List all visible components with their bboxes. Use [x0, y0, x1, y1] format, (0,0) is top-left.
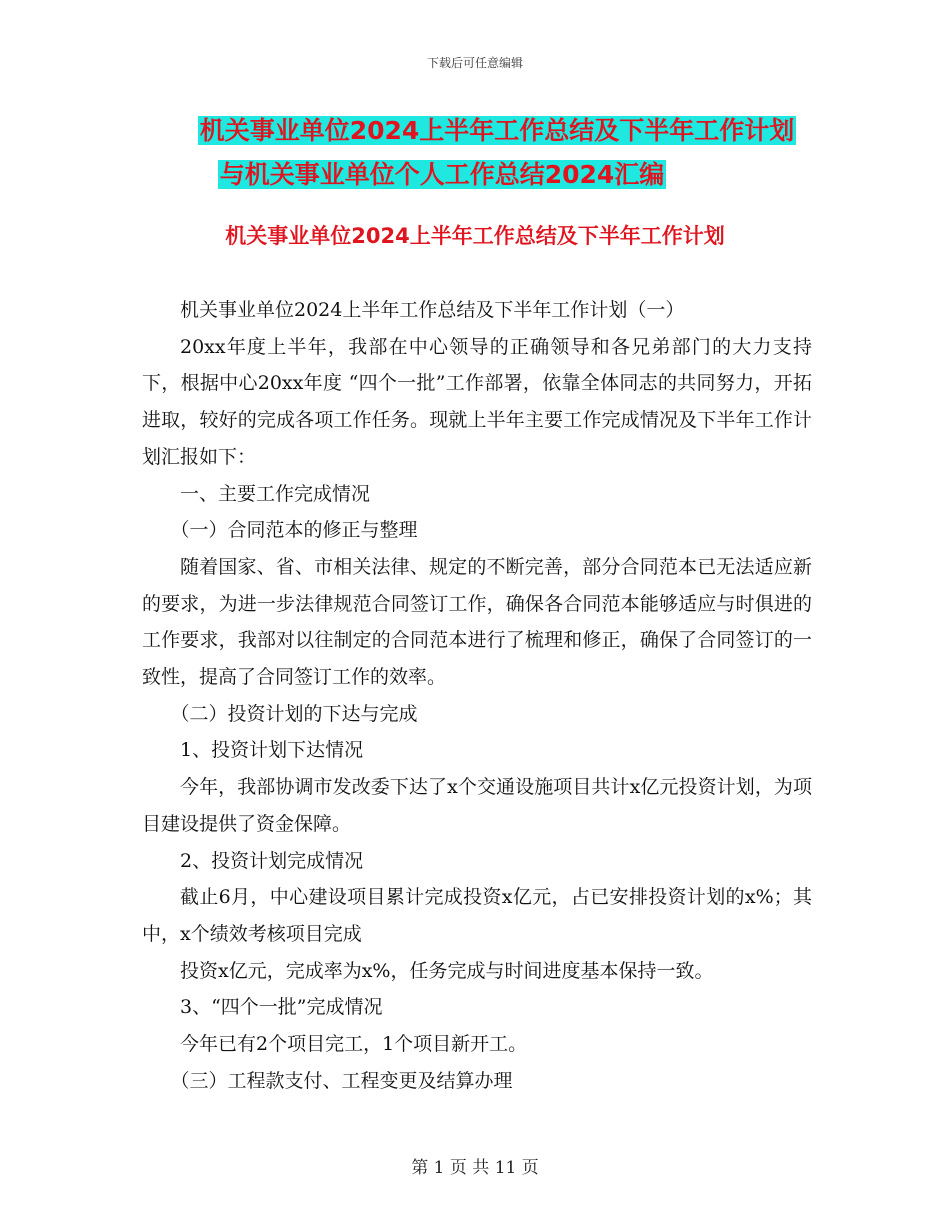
document-title-line-2 [0, 157, 917, 193]
paragraph: 1、投资计划下达情况 [180, 739, 364, 762]
paragraph: 今年，我部协调市发改委下达了x个交通设施项目共计x亿元投资计划，为项目建设提供了资金保障。 [142, 776, 812, 835]
paragraph: 投资x亿元，完成率为x%，任务完成与时间进度基本保持一致。 [180, 959, 714, 982]
paragraph: （三）工程款支付、工程变更及结算办理 [170, 1069, 513, 1092]
page-number: 第 1 页 共 11 页 [411, 1158, 539, 1178]
paragraph: （一）合同范本的修正与整理 [170, 519, 418, 542]
paragraph: 随着国家、省、市相关法律、规定的不断完善，部分合同范本已无法适应新的要求，为进一步法律规范合同签订工作，确保各合同范本能够适应与时俱进的工作要求，我部对以往制定的合同范本进行了梳理和修正，确保了合同签订的一致性，提高了合同签订工作的效率。 [142, 555, 812, 689]
title-highlight-2: 与机关事业单位个人工作总结2024汇编 [219, 160, 665, 189]
section-heading: 机关事业单位2024上半年工作总结及下半年工作计划 [225, 224, 725, 248]
paragraph: （二）投资计划的下达与完成 [170, 702, 418, 725]
paragraph: 今年已有2个项目完工，1个项目新开工。 [180, 1033, 528, 1056]
paragraph: 机关事业单位2024上半年工作总结及下半年工作计划（一） [180, 299, 685, 321]
paragraph: 3、“四个一批”完成情况 [180, 996, 383, 1019]
document-title-line-1 [22, 113, 950, 149]
paragraph: 2、投资计划完成情况 [180, 849, 364, 872]
paragraph: 一、主要工作完成情况 [180, 482, 371, 505]
document-body [142, 292, 812, 1099]
paragraph: 20xx年度上半年，我部在中心领导的正确领导和各兄弟部门的大力支持下，根据中心20xx年度 “四个一批”工作部署，依靠全体同志的共同努力，开拓进取，较好的完成各项工作任务。现就上半年主要工作完成情况及下半年工作计划汇报如下： [142, 335, 812, 468]
header-note: 下载后可任意编辑 [426, 56, 523, 70]
paragraph: 截止6月，中心建设项目累计完成投资x亿元，占已安排投资计划的x%；其中，x个绩效考核项目完成 [142, 886, 812, 945]
title-highlight-1: 机关事业单位2024上半年工作总结及下半年工作计划 [199, 116, 795, 145]
